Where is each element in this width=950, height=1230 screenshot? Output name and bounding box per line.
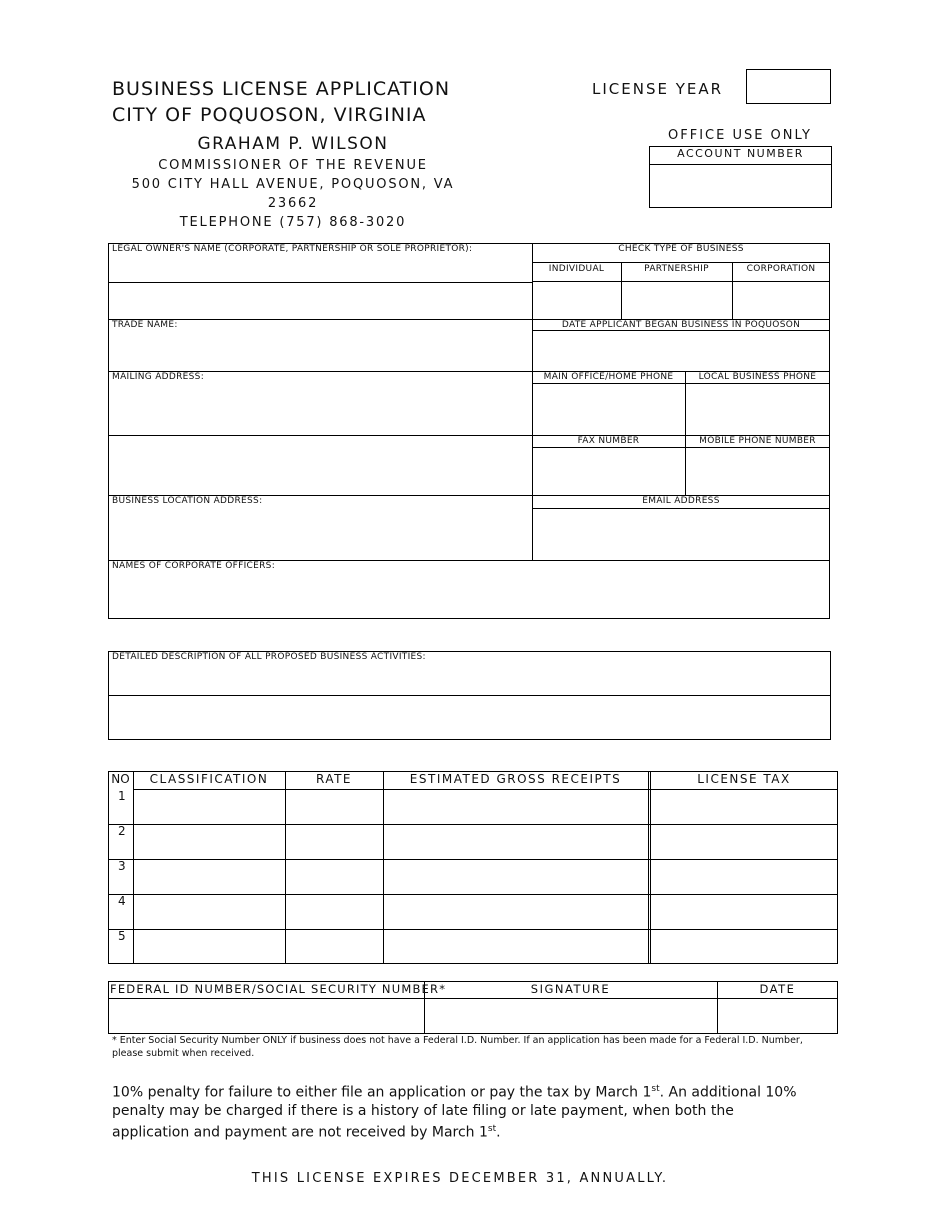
type-partnership-label: PARTNERSHIP	[644, 264, 709, 274]
title-line2: CITY OF POQUOSON, VIRGINIA	[112, 104, 427, 126]
individual-checkbox[interactable]	[533, 282, 620, 319]
classification-input[interactable]	[134, 930, 284, 963]
office-use-label: OFFICE USE ONLY	[668, 128, 812, 143]
main-phone-label: MAIN OFFICE/HOME PHONE	[543, 372, 674, 382]
officers-label: NAMES OF CORPORATE OFFICERS:	[112, 561, 276, 571]
location-address-label: BUSINESS LOCATION ADDRESS:	[112, 496, 263, 506]
check-type-label: CHECK TYPE OF BUSINESS	[618, 244, 744, 254]
penalty-notice	[112, 1080, 812, 1141]
office-address: 500 CITY HALL AVENUE, POQUOSON, VA 23662	[131, 177, 455, 211]
col-header-classification: CLASSIFICATION	[149, 772, 269, 786]
description-input[interactable]	[109, 664, 830, 739]
form-title	[112, 76, 450, 128]
email-input[interactable]	[533, 509, 829, 560]
license-tax-input[interactable]	[651, 860, 837, 894]
office-telephone: TELEPHONE (757) 868-3020	[179, 215, 407, 230]
gross-receipts-input[interactable]	[384, 930, 647, 963]
officers-input[interactable]	[109, 573, 829, 618]
date-began-input[interactable]	[533, 331, 829, 371]
fax-label: FAX NUMBER	[577, 436, 640, 446]
local-phone-label: LOCAL BUSINESS PHONE	[698, 372, 817, 382]
license-tax-input[interactable]	[651, 790, 837, 824]
row-number: 2	[118, 824, 126, 838]
rate-input[interactable]	[286, 825, 382, 859]
federal-id-input[interactable]	[109, 999, 423, 1033]
fax-input[interactable]	[533, 448, 684, 495]
row-number: 4	[118, 894, 126, 908]
penalty-text: . An additional 10% penalty may be charged if there is a history of late filing or late payment, when both the application and payment are not received by March 1	[112, 1084, 797, 1141]
date-began-label: DATE APPLICANT BEGAN BUSINESS IN POQUOSON	[561, 320, 801, 330]
license-tax-input[interactable]	[651, 930, 837, 963]
classification-input[interactable]	[134, 790, 284, 824]
date-label: DATE	[759, 982, 796, 996]
license-tax-input[interactable]	[651, 895, 837, 929]
corporation-checkbox[interactable]	[733, 282, 829, 319]
divider	[648, 771, 649, 964]
row-number: 1	[118, 789, 126, 803]
license-year-label: LICENSE YEAR	[592, 80, 724, 98]
account-number-label: ACCOUNT NUMBER	[677, 147, 804, 160]
type-corporation-label: CORPORATION	[746, 264, 816, 274]
federal-id-label: FEDERAL ID NUMBER/SOCIAL SECURITY NUMBER*	[110, 982, 447, 996]
ssn-footnote: * Enter Social Security Number ONLY if business does not have a Federal I.D. Number. If an application has been made for a Federal I.D. Number, please submit when received.	[112, 1035, 803, 1059]
license-year-input[interactable]	[746, 69, 831, 104]
mobile-input[interactable]	[686, 448, 829, 495]
legal-owner-input[interactable]	[109, 283, 531, 319]
classification-input[interactable]	[134, 825, 284, 859]
penalty-superscript: st	[651, 1084, 660, 1094]
mailing-address-label: MAILING ADDRESS:	[112, 372, 205, 382]
license-tax-input[interactable]	[651, 825, 837, 859]
legal-owner-label: LEGAL OWNER'S NAME (CORPORATE, PARTNERSHIP OR SOLE PROPRIETOR):	[112, 244, 473, 254]
location-address-input[interactable]	[109, 508, 531, 560]
penalty-text: .	[496, 1124, 501, 1141]
classification-input[interactable]	[134, 860, 284, 894]
row-number: 3	[118, 859, 126, 873]
col-header-gross-receipts: ESTIMATED GROSS RECEIPTS	[409, 772, 622, 786]
col-header-rate: RATE	[315, 772, 353, 786]
date-input[interactable]	[718, 999, 837, 1033]
col-header-no: NO	[111, 772, 130, 786]
commissioner-role: COMMISSIONER OF THE REVENUE	[158, 158, 428, 173]
type-individual-label: INDIVIDUAL	[548, 264, 605, 274]
title-line1: BUSINESS LICENSE APPLICATION	[112, 78, 451, 100]
local-phone-input[interactable]	[686, 384, 829, 435]
expiration-notice: THIS LICENSE EXPIRES DECEMBER 31, ANNUALLY.	[251, 1171, 669, 1186]
gross-receipts-input[interactable]	[384, 895, 647, 929]
mobile-label: MOBILE PHONE NUMBER	[699, 436, 816, 446]
mailing-address-input[interactable]	[109, 384, 531, 495]
rate-input[interactable]	[286, 790, 382, 824]
rate-input[interactable]	[286, 895, 382, 929]
divider	[532, 262, 830, 263]
main-phone-input[interactable]	[533, 384, 684, 435]
rate-input[interactable]	[286, 860, 382, 894]
partnership-checkbox[interactable]	[622, 282, 731, 319]
gross-receipts-input[interactable]	[384, 825, 647, 859]
commissioner-name: GRAHAM P. WILSON	[197, 134, 389, 154]
signature-input[interactable]	[425, 999, 716, 1033]
col-header-license-tax: LICENSE TAX	[697, 772, 791, 786]
signature-label: SIGNATURE	[530, 982, 611, 996]
penalty-superscript: st	[487, 1123, 497, 1134]
gross-receipts-input[interactable]	[384, 860, 647, 894]
account-number-input[interactable]	[650, 165, 831, 207]
penalty-text: 10% penalty for failure to either file an application or pay the tax by March 1	[112, 1084, 652, 1101]
commissioner-block	[110, 134, 476, 232]
classification-input[interactable]	[134, 895, 284, 929]
gross-receipts-input[interactable]	[384, 790, 647, 824]
email-label: EMAIL ADDRESS	[642, 496, 720, 506]
trade-name-input[interactable]	[109, 332, 531, 371]
row-number: 5	[118, 929, 126, 943]
rate-input[interactable]	[286, 930, 382, 963]
description-label: DETAILED DESCRIPTION OF ALL PROPOSED BUSINESS ACTIVITIES:	[112, 652, 426, 662]
trade-name-label: TRADE NAME:	[112, 320, 178, 330]
